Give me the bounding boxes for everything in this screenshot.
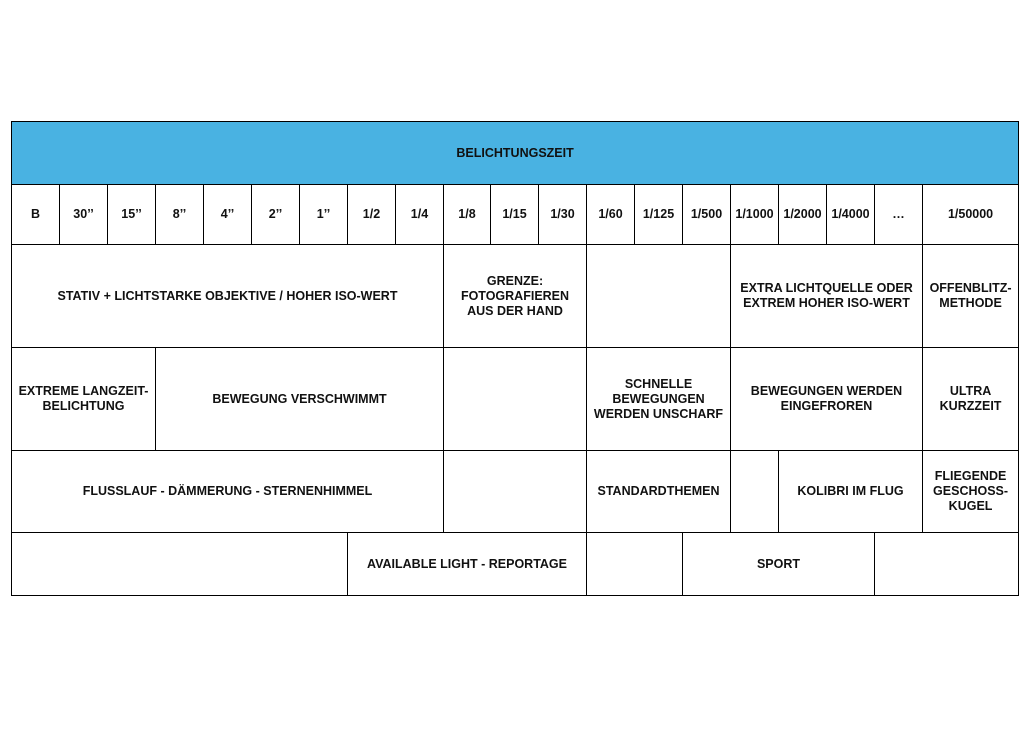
extra-light-cell: EXTRA LICHTQUELLE ODER EXTREM HOHER ISO-WERT xyxy=(731,245,923,348)
scale-cell: 2’’ xyxy=(252,185,300,245)
table-title: BELICHTUNGSZEIT xyxy=(12,122,1019,185)
motion-blur-cell: BEWEGUNG VERSCHWIMMT xyxy=(156,348,444,451)
scale-cell: 1/4000 xyxy=(827,185,875,245)
scale-cell: 30’’ xyxy=(60,185,108,245)
ultra-short-cell: ULTRA KURZZEIT xyxy=(923,348,1019,451)
scale-cell: 1/2 xyxy=(348,185,396,245)
scale-cell: 8’’ xyxy=(156,185,204,245)
shutter-scale-row xyxy=(12,185,1019,245)
scale-cell: 1/1000 xyxy=(731,185,779,245)
sport-cell: SPORT xyxy=(683,533,875,596)
scale-cell-bulb: B xyxy=(12,185,60,245)
scale-cell: 1/500 xyxy=(683,185,731,245)
equipment-row xyxy=(12,245,1019,348)
exposure-time-table xyxy=(11,121,1019,596)
standard-subjects-cell: STANDARDTHEMEN xyxy=(587,451,731,533)
scale-cell: 1/125 xyxy=(635,185,683,245)
empty-cell xyxy=(731,451,779,533)
genre-row xyxy=(12,533,1019,596)
river-night-cell: FLUSSLAUF - DÄMMERUNG - STERNENHIMMEL xyxy=(12,451,444,533)
scale-cell: 15’’ xyxy=(108,185,156,245)
handheld-limit-cell: GRENZE: FOTOGRAFIEREN AUS DER HAND xyxy=(444,245,587,348)
scale-cell: 1/15 xyxy=(491,185,539,245)
header-row xyxy=(12,122,1019,185)
open-flash-cell: OFFENBLITZ-METHODE xyxy=(923,245,1019,348)
empty-cell xyxy=(587,533,683,596)
empty-cell xyxy=(12,533,348,596)
motion-row xyxy=(12,348,1019,451)
subject-row xyxy=(12,451,1019,533)
scale-cell: 1/2000 xyxy=(779,185,827,245)
scale-cell: 1’’ xyxy=(300,185,348,245)
frozen-motion-cell: BEWEGUNGEN WERDEN EINGEFROREN xyxy=(731,348,923,451)
empty-cell xyxy=(875,533,1019,596)
scale-cell: 1/4 xyxy=(396,185,444,245)
bullet-cell: FLIEGENDE GESCHOSS-KUGEL xyxy=(923,451,1019,533)
empty-cell xyxy=(444,348,587,451)
extreme-long-exposure-cell: EXTREME LANGZEIT-BELICHTUNG xyxy=(12,348,156,451)
scale-cell-ellipsis: … xyxy=(875,185,923,245)
empty-cell xyxy=(444,451,587,533)
scale-cell: 1/50000 xyxy=(923,185,1019,245)
scale-cell: 1/60 xyxy=(587,185,635,245)
fast-motion-cell: SCHNELLE BEWEGUNGEN WERDEN UNSCHARF xyxy=(587,348,731,451)
available-light-cell: AVAILABLE LIGHT - REPORTAGE xyxy=(348,533,587,596)
scale-cell: 1/30 xyxy=(539,185,587,245)
empty-cell xyxy=(587,245,731,348)
hummingbird-cell: KOLIBRI IM FLUG xyxy=(779,451,923,533)
scale-cell: 4’’ xyxy=(204,185,252,245)
tripod-cell: STATIV + LICHTSTARKE OBJEKTIVE / HOHER ISO-WERT xyxy=(12,245,444,348)
scale-cell: 1/8 xyxy=(444,185,491,245)
